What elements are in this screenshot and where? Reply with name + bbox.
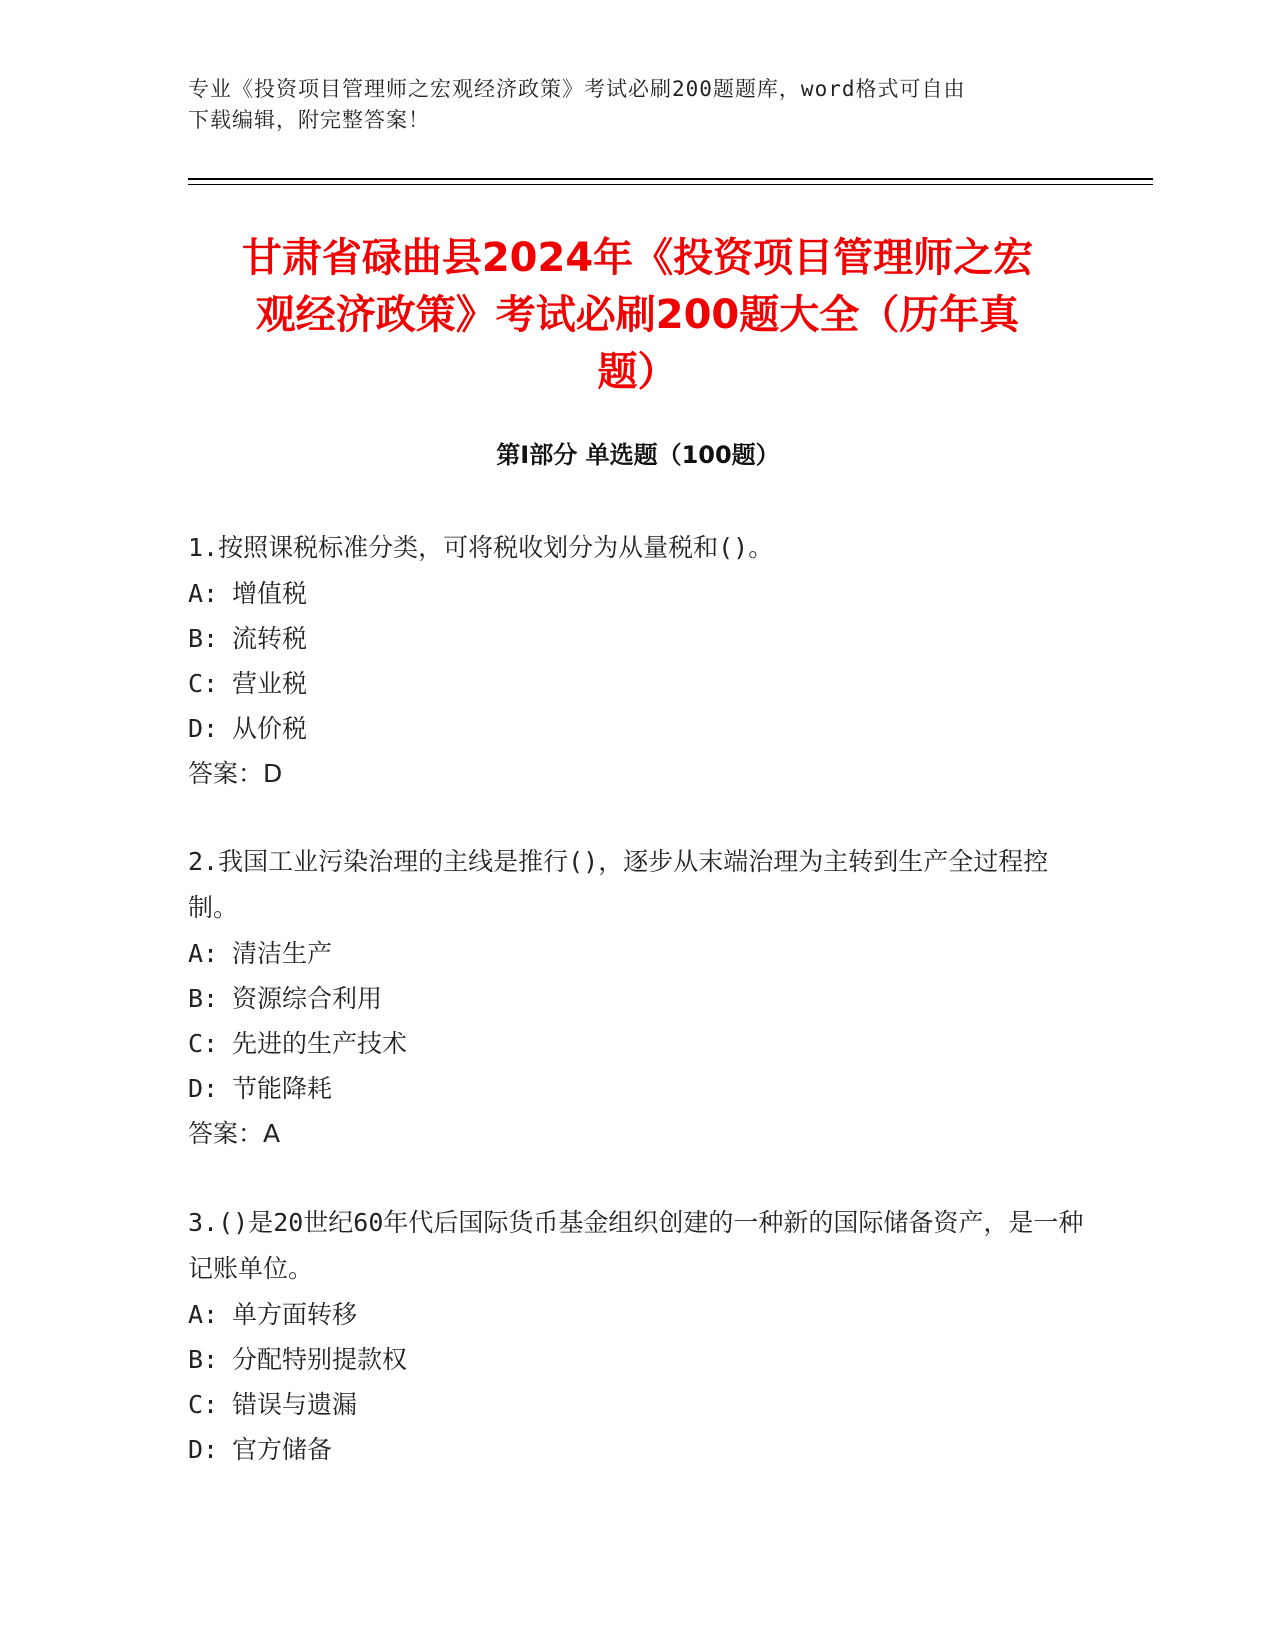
- question-item: [188, 839, 1088, 1156]
- option-letter: B:: [188, 1345, 219, 1374]
- question-item: [188, 1200, 1088, 1472]
- option-letter: C:: [188, 1390, 219, 1419]
- option-text: 官方储备: [232, 1435, 333, 1464]
- option-text: 营业税: [232, 669, 308, 698]
- option-text: 从价税: [232, 714, 308, 743]
- option-letter: B:: [188, 984, 219, 1013]
- option-text: 增值税: [232, 579, 308, 608]
- header-divider: [188, 184, 1153, 185]
- answer-key: 答案：A: [188, 1119, 281, 1148]
- answer-option: [188, 571, 1088, 616]
- title-line: 题）: [597, 349, 678, 395]
- answer-key: 答案：D: [188, 759, 283, 788]
- option-letter: D:: [188, 1074, 219, 1103]
- document-header: [188, 74, 1088, 136]
- option-letter: D:: [188, 1435, 219, 1464]
- answer-option: [188, 1066, 1088, 1111]
- question-stem: 3.()是20世纪60年代后国际货币基金组织创建的一种新的国际储备资产，是一种记账单位。: [188, 1208, 1084, 1283]
- answer-option: [188, 931, 1088, 976]
- option-letter: B:: [188, 624, 219, 653]
- option-text: 先进的生产技术: [232, 1029, 408, 1058]
- answer-option: [188, 661, 1088, 706]
- option-text: 资源综合利用: [232, 984, 383, 1013]
- answer-option: [188, 1021, 1088, 1066]
- option-letter: A:: [188, 939, 219, 968]
- answer-option: [188, 616, 1088, 661]
- answer-option: [188, 976, 1088, 1021]
- option-letter: A:: [188, 1300, 219, 1329]
- option-text: 流转税: [232, 624, 308, 653]
- option-text: 单方面转移: [232, 1300, 358, 1329]
- option-text: 分配特别提款权: [232, 1345, 408, 1374]
- answer-option: [188, 1292, 1088, 1337]
- option-letter: A:: [188, 579, 219, 608]
- answer-option: [188, 706, 1088, 751]
- option-letter: C:: [188, 1029, 219, 1058]
- question-stem: 1.按照课税标准分类，可将税收划分为从量税和()。: [188, 533, 774, 562]
- title-line: 观经济政策》考试必刷200题大全（历年真: [255, 292, 1020, 338]
- answer-option: [188, 1427, 1088, 1472]
- document-title: [180, 230, 1095, 401]
- answer-option: [188, 1337, 1088, 1382]
- section-title: 第Ⅰ部分 单选题（100题）: [496, 441, 780, 469]
- header-divider: [188, 178, 1153, 180]
- answer-option: [188, 1382, 1088, 1427]
- option-text: 清洁生产: [232, 939, 333, 968]
- option-text: 节能降耗: [232, 1074, 333, 1103]
- header-line: 下载编辑，附完整答案！: [188, 108, 430, 132]
- option-text: 错误与遗漏: [232, 1390, 358, 1419]
- option-letter: D:: [188, 714, 219, 743]
- question-stem: 2.我国工业污染治理的主线是推行()，逐步从末端治理为主转到生产全过程控制。: [188, 847, 1049, 922]
- title-line: 甘肃省碌曲县2024年《投资项目管理师之宏: [241, 235, 1034, 281]
- question-item: [188, 525, 1088, 796]
- header-line: 专业《投资项目管理师之宏观经济政策》考试必刷200题题库，word格式可自由: [188, 77, 966, 101]
- option-letter: C:: [188, 669, 219, 698]
